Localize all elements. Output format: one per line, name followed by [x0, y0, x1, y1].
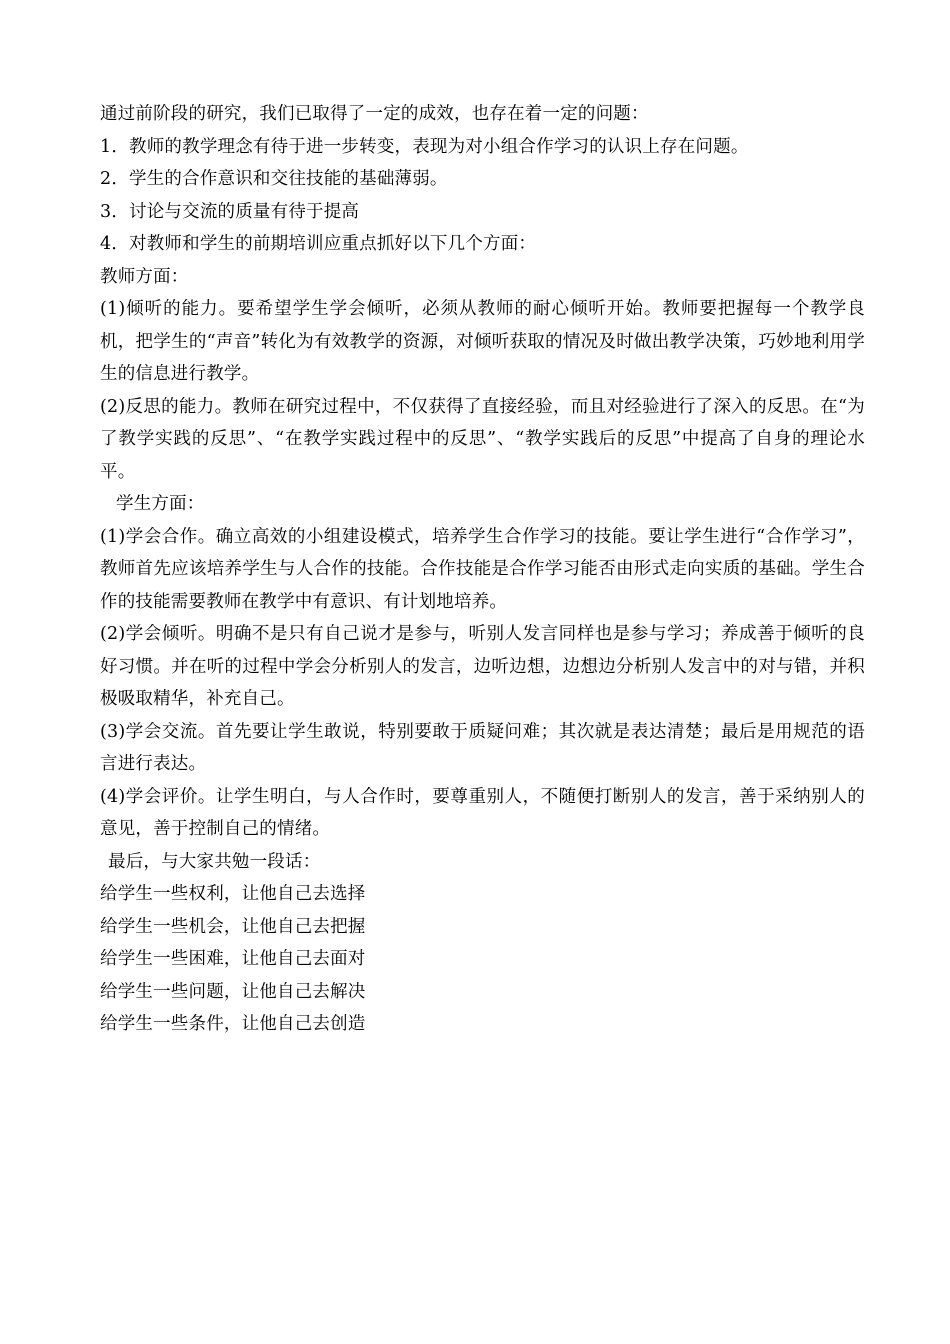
- student-item-2: (2)学会倾听。明确不是只有自己说才是参与，听别人发言同样也是参与学习；养成善于倾听的良好习惯。并在听的过程中学会分析别人的发言，边听边想，边想边分析别人发言中的对与错，并积极吸取精华，补充自己。: [100, 624, 865, 709]
- problem-item-1: 1．教师的教学理念有待于进一步转变，表现为对小组合作学习的认识上存在问题。: [100, 136, 749, 157]
- problem-item-2: 2．学生的合作意识和交往技能的基础薄弱。: [100, 169, 448, 189]
- problem-item-4: 4．对教师和学生的前期培训应重点抓好以下几个方面：: [100, 234, 537, 254]
- student-item-4: (4)学会评价。让学生明白，与人合作时，要尊重别人，不随便打断别人的发言，善于采纳别人的意见，善于控制自己的情绪。: [100, 786, 865, 839]
- closing-intro: 最后，与大家共勉一段话：: [108, 851, 321, 872]
- teacher-heading: 教师方面：: [100, 266, 189, 287]
- document-body: [100, 98, 865, 1041]
- student-heading: 学生方面：: [116, 494, 205, 514]
- intro-paragraph: 通过前阶段的研究，我们已取得了一定的成效，也存在着一定的问题：: [100, 104, 649, 124]
- problem-item-3: 3．讨论与交流的质量有待于提高: [100, 201, 360, 222]
- closing-line-2: 给学生一些机会，让他自己去把握: [100, 916, 366, 937]
- closing-line-3: 给学生一些困难，让他自己去面对: [100, 949, 366, 969]
- teacher-item-1: (1)倾听的能力。要希望学生学会倾听，必须从教师的耐心倾听开始。教师要把握每一个教学良机，把学生的“声音”转化为有效教学的资源，对倾听获取的情况及时做出教学决策，巧妙地利用学生的信息进行教学。: [100, 299, 865, 384]
- student-item-3: (3)学会交流。首先要让学生敢说，特别要敢于质疑问难；其次就是表达清楚；最后是用规范的语言进行表达。: [100, 721, 865, 774]
- closing-line-4: 给学生一些问题，让他自己去解决: [100, 981, 366, 1002]
- closing-line-5: 给学生一些条件，让他自己去创造: [100, 1014, 366, 1034]
- closing-line-1: 给学生一些权利，让他自己去选择: [100, 884, 366, 904]
- student-item-1: (1)学会合作。确立高效的小组建设模式，培养学生合作学习的技能。要让学生进行“合作学习”，教师首先应该培养学生与人合作的技能。合作技能是合作学习能否由形式走向实质的基础。学生合作的技能需要教师在教学中有意识、有计划地培养。: [100, 526, 865, 612]
- teacher-item-2: (2)反思的能力。教师在研究过程中，不仅获得了直接经验，而且对经验进行了深入的反思。在“为了教学实践的反思”、“在教学实践过程中的反思”、“教学实践后的反思”中提高了自身的理论水平。: [100, 396, 865, 482]
